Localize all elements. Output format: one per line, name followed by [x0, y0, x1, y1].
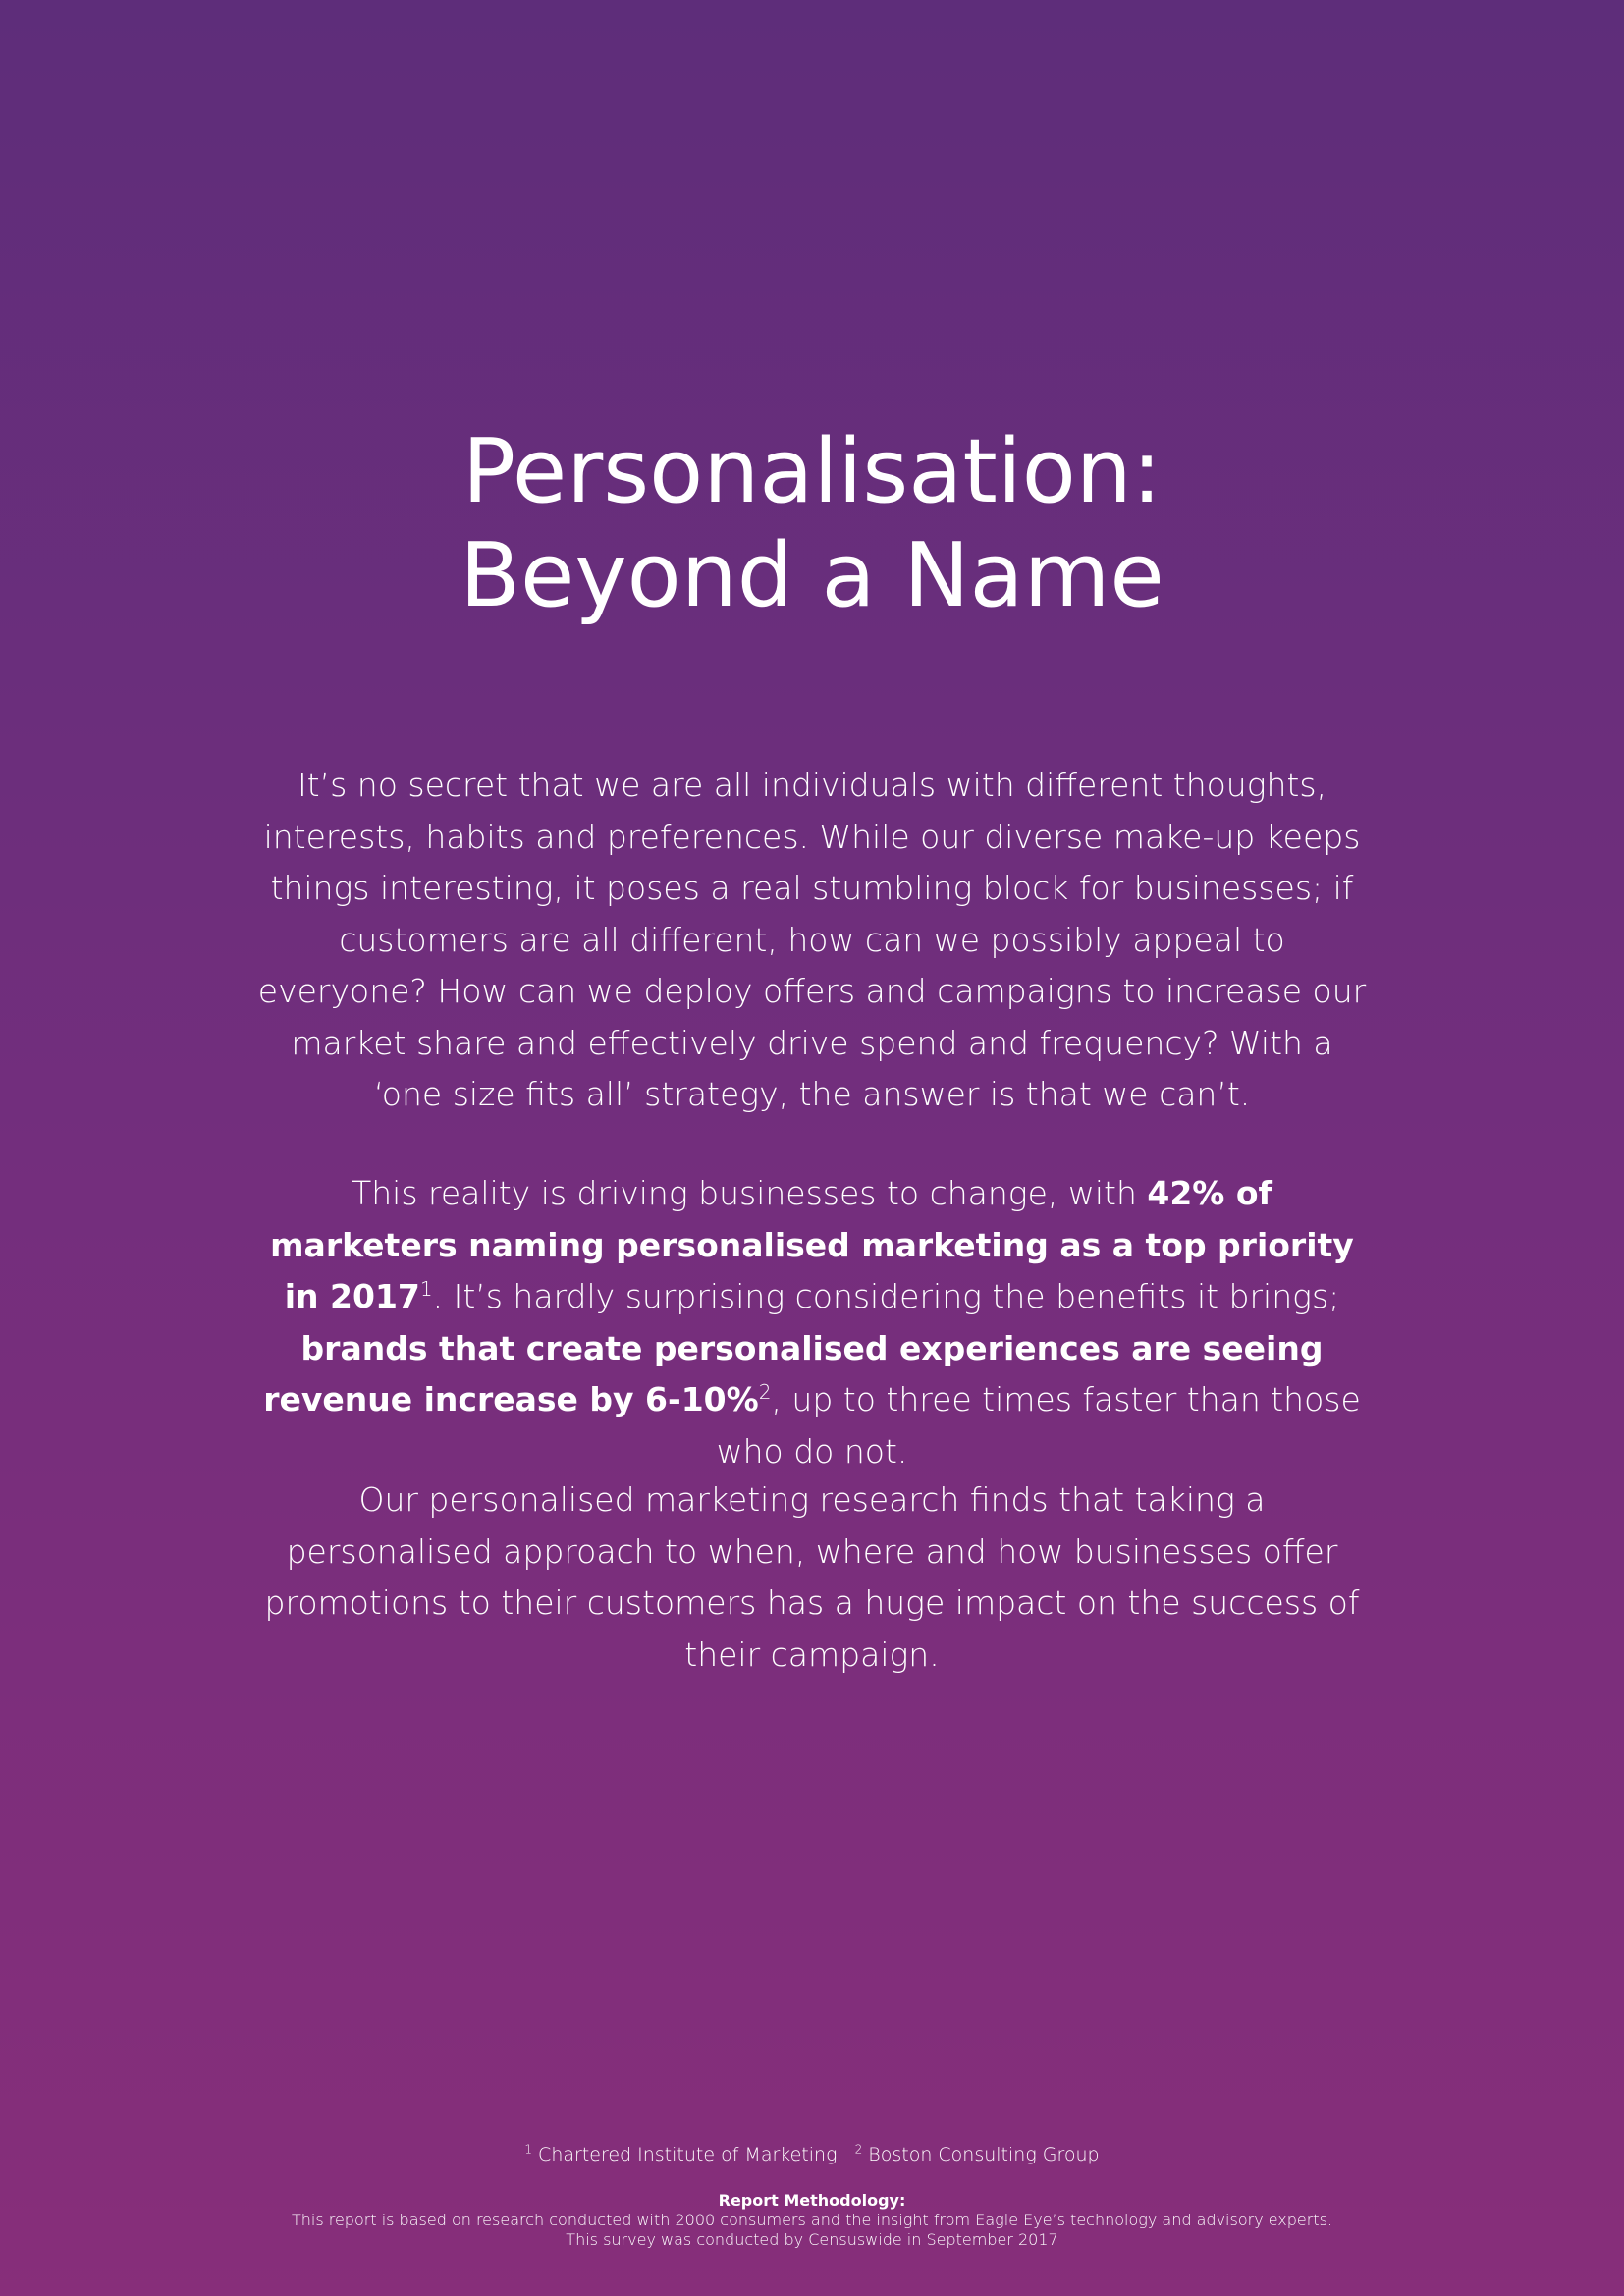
footnote-source-1: Chartered Institute of Marketing — [538, 2144, 838, 2165]
intro-paragraph: It’s no secret that we are all individuals with different thoughts, interests, habits and preferences. While our diverse make-up keeps things interesting, it poses a real stumbling block for businesses; if customers are all different, how can we possibly appeal to everyone? How can we deploy offers and campaigns to increase our market share and effectively drive spend and frequency? With a ‘one size fits all’ strategy, the answer is that we can’t. — [257, 766, 1367, 1113]
methodology-line-2: This survey was conducted by Censuswide in September 2017 — [566, 2230, 1058, 2249]
title-line-2: Beyond a Name — [460, 524, 1164, 627]
footnotes — [0, 2143, 1624, 2166]
stat-marketers-priority: 42% of marketers naming personalised marketing as a top priority in 2017 — [270, 1174, 1354, 1315]
page-title — [0, 420, 1624, 628]
stat-revenue-increase: brands that create personalised experiences are seeing revenue increase by 6-10% — [263, 1328, 1324, 1418]
footnote-ref-1: 1 — [419, 1277, 433, 1301]
footnote-number-1: 1 — [524, 2142, 532, 2157]
statistics-paragraph — [257, 1168, 1367, 1477]
footnote-source-2: Boston Consulting Group — [868, 2144, 1100, 2165]
footnote-ref-2: 2 — [758, 1380, 772, 1404]
stat-paragraph-post: , up to three times faster than those who do not. — [716, 1380, 1361, 1470]
research-paragraph: Our personalised marketing research finds that taking a personalised approach to when, where and how businesses offer promotions to their customers has a huge impact on the success of their campaign. — [264, 1480, 1360, 1674]
stat-paragraph-mid: . It’s hardly surprising considering the benefits it brings; — [432, 1277, 1340, 1315]
footnote-number-2: 2 — [854, 2142, 863, 2157]
title-line-1: Personalisation: — [461, 420, 1163, 523]
methodology-heading: Report Methodology: — [718, 2191, 906, 2210]
stat-paragraph-pre: This reality is driving businesses to change, with — [352, 1174, 1148, 1212]
methodology-line-1: This report is based on research conducted with 2000 consumers and the insight from Eagle Eye’s technology and advisory experts. — [291, 2211, 1333, 2229]
report-methodology — [0, 2191, 1624, 2250]
